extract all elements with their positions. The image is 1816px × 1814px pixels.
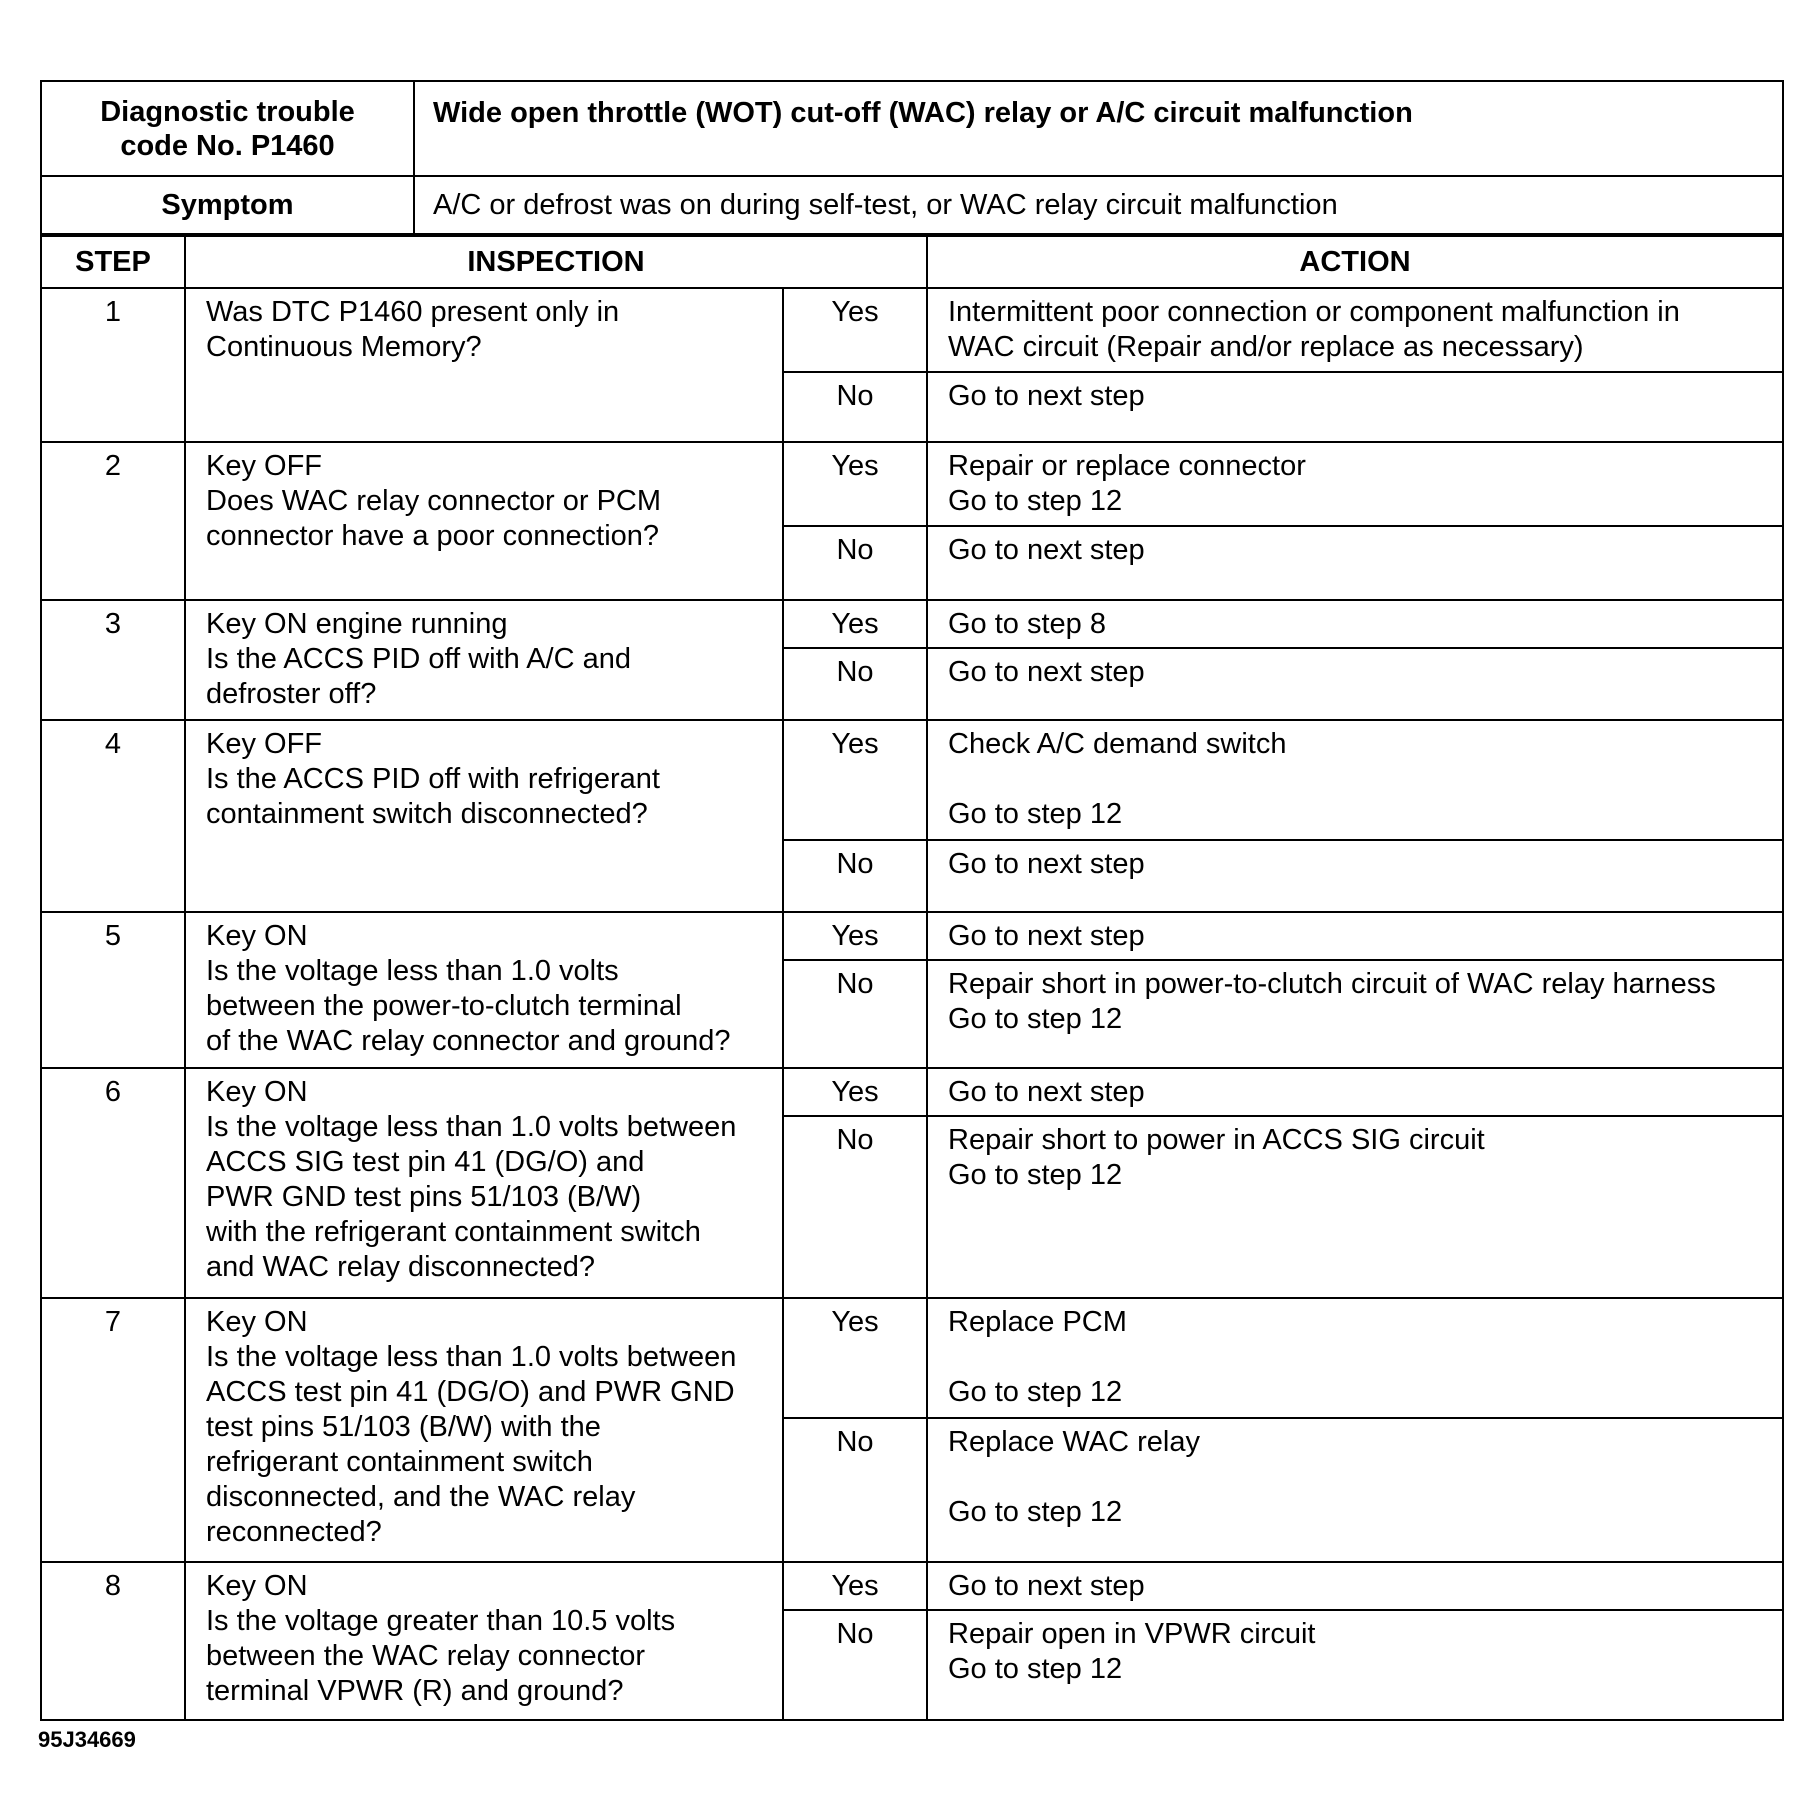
- yes-action: [927, 1068, 1783, 1116]
- step-row: [41, 1068, 1783, 1116]
- no-label: No: [783, 648, 927, 720]
- yes-action-line: Go to next step: [948, 1076, 1145, 1108]
- inspection-line: Was DTC P1460 present only in: [206, 296, 620, 328]
- inspection-line: Is the voltage greater than 10.5 volts: [206, 1605, 676, 1637]
- inspection-line: and WAC relay disconnected?: [206, 1251, 596, 1283]
- yes-action: [927, 442, 1783, 526]
- no-action: [927, 648, 1783, 720]
- no-label: No: [783, 840, 927, 912]
- inspection-table: [40, 235, 1784, 1721]
- yes-action-line: Go to next step: [948, 1570, 1145, 1602]
- step-inspection: [185, 1068, 783, 1298]
- yes-action: [927, 912, 1783, 960]
- yes-label: Yes: [783, 442, 927, 526]
- inspection-line: Is the ACCS PID off with refrigerant: [206, 763, 660, 795]
- inspection-line: Key OFF: [206, 450, 323, 482]
- step-row: [41, 288, 1783, 372]
- yes-action-line: Go to step 12: [948, 798, 1123, 830]
- no-action-line: Go to next step: [948, 380, 1145, 412]
- no-action: [927, 372, 1783, 442]
- step-inspection: [185, 720, 783, 912]
- yes-action-line: [948, 1340, 1762, 1375]
- no-action-line: Go to next step: [948, 656, 1145, 688]
- inspection-line: of the WAC relay connector and ground?: [206, 1025, 731, 1057]
- yes-action-line: Intermittent poor connection or component malfunction in: [948, 296, 1680, 328]
- inspection-line: Continuous Memory?: [206, 331, 482, 363]
- inspection-line: PWR GND test pins 51/103 (B/W): [206, 1181, 642, 1213]
- no-action-line: Go to step 12: [948, 1653, 1123, 1685]
- symptom-text: A/C or defrost was on during self-test, or WAC relay circuit malfunction: [414, 176, 1783, 234]
- inspection-line: Key ON: [206, 1306, 308, 1338]
- step-row: [41, 442, 1783, 526]
- no-action-line: Go to next step: [948, 848, 1145, 880]
- column-header-step: STEP: [41, 236, 185, 288]
- no-label: No: [783, 1610, 927, 1720]
- yes-action-line: Go to step 8: [948, 608, 1106, 640]
- inspection-line: between the power-to-clutch terminal: [206, 990, 682, 1022]
- step-inspection: [185, 1562, 783, 1720]
- inspection-line: Is the voltage less than 1.0 volts between: [206, 1111, 737, 1143]
- step-inspection: [185, 288, 783, 442]
- step-row: [41, 1562, 1783, 1610]
- no-action: [927, 526, 1783, 600]
- inspection-line: refrigerant containment switch: [206, 1446, 593, 1478]
- no-action-line: [948, 1460, 1762, 1495]
- step-row: [41, 600, 1783, 648]
- inspection-line: Is the ACCS PID off with A/C and: [206, 643, 632, 675]
- step-inspection: [185, 442, 783, 600]
- no-action: [927, 1116, 1783, 1298]
- yes-label: Yes: [783, 720, 927, 840]
- yes-label: Yes: [783, 1562, 927, 1610]
- dtc-label-line2: code No. P1460: [120, 129, 335, 162]
- inspection-line: Key ON engine running: [206, 608, 508, 640]
- yes-label: Yes: [783, 288, 927, 372]
- inspection-line: Is the voltage less than 1.0 volts: [206, 955, 619, 987]
- yes-action-line: WAC circuit (Repair and/or replace as necessary): [948, 331, 1584, 363]
- no-action-line: Go to step 12: [948, 1496, 1123, 1528]
- no-action-line: Repair short to power in ACCS SIG circuit: [948, 1124, 1485, 1156]
- dtc-title: Wide open throttle (WOT) cut-off (WAC) relay or A/C circuit malfunction: [414, 81, 1783, 176]
- yes-action-line: Repair or replace connector: [948, 450, 1306, 482]
- yes-action: [927, 720, 1783, 840]
- step-row: [41, 720, 1783, 840]
- inspection-line: terminal VPWR (R) and ground?: [206, 1675, 624, 1707]
- step-row: [41, 912, 1783, 960]
- inspection-line: between the WAC relay connector: [206, 1640, 645, 1672]
- no-label: No: [783, 372, 927, 442]
- no-action: [927, 960, 1783, 1068]
- step-inspection: [185, 1298, 783, 1562]
- yes-action-line: Go to next step: [948, 920, 1145, 952]
- yes-action-line: Go to step 12: [948, 1376, 1123, 1408]
- no-action-line: Repair short in power-to-clutch circuit of WAC relay harness: [948, 968, 1716, 1000]
- inspection-line: test pins 51/103 (B/W) with the: [206, 1411, 601, 1443]
- yes-label: Yes: [783, 600, 927, 648]
- dtc-label-cell: [41, 81, 414, 176]
- no-action-line: Go to next step: [948, 534, 1145, 566]
- step-number: 2: [41, 442, 185, 600]
- yes-action-line: Replace PCM: [948, 1306, 1127, 1338]
- inspection-line: Is the voltage less than 1.0 volts between: [206, 1341, 737, 1373]
- yes-action: [927, 600, 1783, 648]
- step-number: 5: [41, 912, 185, 1068]
- diagnostic-sheet: [40, 80, 1784, 1721]
- step-number: 6: [41, 1068, 185, 1298]
- figure-id: 95J34669: [38, 1727, 136, 1752]
- inspection-line: connector have a poor connection?: [206, 520, 660, 552]
- no-action-line: Go to step 12: [948, 1159, 1123, 1191]
- no-action: [927, 1610, 1783, 1720]
- inspection-line: Key ON: [206, 1076, 308, 1108]
- step-row: [41, 1298, 1783, 1418]
- yes-label: Yes: [783, 1298, 927, 1418]
- no-action-line: Replace WAC relay: [948, 1426, 1200, 1458]
- inspection-line: Key OFF: [206, 728, 323, 760]
- no-label: No: [783, 526, 927, 600]
- yes-label: Yes: [783, 912, 927, 960]
- no-action-line: Repair open in VPWR circuit: [948, 1618, 1316, 1650]
- inspection-line: disconnected, and the WAC relay: [206, 1481, 636, 1513]
- dtc-header-table: [40, 80, 1784, 235]
- no-label: No: [783, 1116, 927, 1298]
- step-number: 7: [41, 1298, 185, 1562]
- no-action-line: Go to step 12: [948, 1003, 1123, 1035]
- step-number: 8: [41, 1562, 185, 1720]
- inspection-line: with the refrigerant containment switch: [206, 1216, 701, 1248]
- step-number: 1: [41, 288, 185, 442]
- symptom-label: Symptom: [41, 176, 414, 234]
- inspection-line: Does WAC relay connector or PCM: [206, 485, 662, 517]
- step-number: 3: [41, 600, 185, 720]
- inspection-line: ACCS SIG test pin 41 (DG/O) and: [206, 1146, 645, 1178]
- no-action: [927, 1418, 1783, 1562]
- step-inspection: [185, 600, 783, 720]
- dtc-label-line1: Diagnostic trouble: [100, 95, 355, 128]
- yes-label: Yes: [783, 1068, 927, 1116]
- yes-action: [927, 1298, 1783, 1418]
- step-inspection: [185, 912, 783, 1068]
- column-header-action: ACTION: [927, 236, 1783, 288]
- inspection-line: reconnected?: [206, 1516, 382, 1548]
- inspection-line: Key ON: [206, 1570, 308, 1602]
- no-label: No: [783, 1418, 927, 1562]
- no-label: No: [783, 960, 927, 1068]
- yes-action-line: Go to step 12: [948, 485, 1123, 517]
- inspection-line: Key ON: [206, 920, 308, 952]
- yes-action-line: [948, 762, 1762, 797]
- no-action: [927, 840, 1783, 912]
- inspection-line: containment switch disconnected?: [206, 798, 648, 830]
- yes-action: [927, 1562, 1783, 1610]
- yes-action-line: Check A/C demand switch: [948, 728, 1287, 760]
- step-number: 4: [41, 720, 185, 912]
- yes-action: [927, 288, 1783, 372]
- column-header-inspection: INSPECTION: [185, 236, 927, 288]
- inspection-line: defroster off?: [206, 678, 377, 710]
- inspection-line: ACCS test pin 41 (DG/O) and PWR GND: [206, 1376, 735, 1408]
